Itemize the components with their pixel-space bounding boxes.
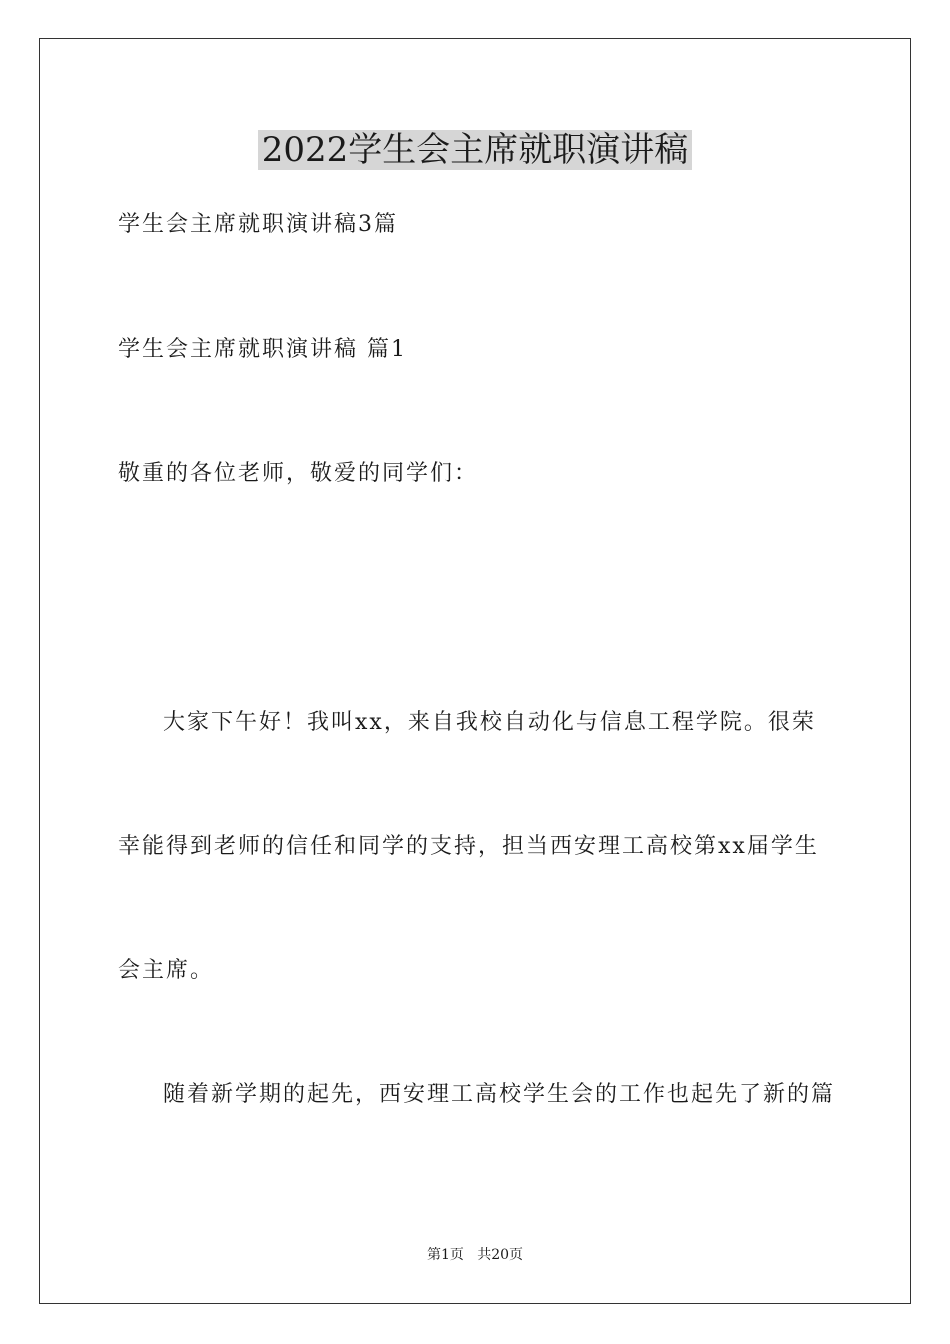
page-footer: 第1页 共20页	[426, 1247, 524, 1263]
paragraph-line-4: 随着新学期的起先，西安理工高校学生会的工作也起先了新的篇	[163, 1082, 836, 1107]
paragraph-line-1: 大家下午好！我叫xx，来自我校自动化与信息工程学院。很荣	[163, 710, 816, 735]
document-title-text: 2022学生会主席就职演讲稿	[258, 130, 693, 170]
paragraph-line-3: 会主席。	[118, 958, 215, 983]
paragraph-line-2: 幸能得到老师的信任和同学的支持，担当西安理工高校第xx届学生	[118, 834, 819, 859]
document-title	[0, 126, 950, 174]
subtitle: 学生会主席就职演讲稿3篇	[118, 212, 398, 237]
section-heading: 学生会主席就职演讲稿 篇1	[118, 337, 407, 362]
salutation: 敬重的各位老师，敬爱的同学们：	[118, 461, 479, 486]
